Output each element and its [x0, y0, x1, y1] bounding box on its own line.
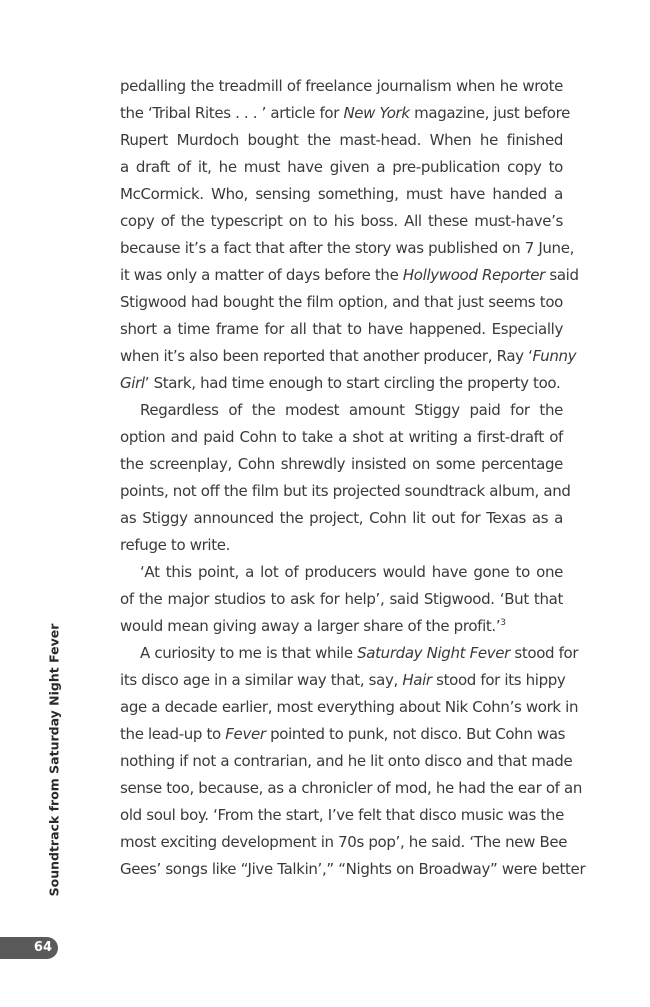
text-line	[120, 154, 563, 181]
text-line	[120, 721, 566, 748]
text-line	[120, 856, 586, 883]
text-segment: magazine, just before	[409, 104, 570, 122]
text-line	[120, 451, 563, 478]
text-line	[120, 370, 563, 397]
text-segment: the screenplay, Cohn shrewdly insisted on some percentage	[120, 455, 563, 473]
text-segment: Fever	[225, 725, 266, 743]
body-text	[120, 73, 586, 883]
text-line	[120, 802, 563, 829]
text-line	[120, 235, 575, 262]
text-segment: because it’s a fact that after the story was published on 7 June,	[120, 239, 575, 257]
text-segment: said	[544, 266, 579, 284]
text-segment: ’ Stark, had time enough to start circling the property too.	[144, 374, 561, 392]
text-segment: the lead-up to	[120, 725, 226, 743]
text-line	[120, 424, 563, 451]
text-segment: Rupert Murdoch bought the mast-head. When he finished	[120, 131, 563, 149]
text-segment: option and paid Cohn to take a shot at writing a first-draft of	[120, 428, 563, 446]
text-line	[120, 343, 577, 370]
text-segment: Gees’ songs like “Jive Talkin’,” “Nights on Broadway” were better	[120, 860, 586, 878]
text-line	[120, 586, 563, 613]
text-segment: of the major studios to ask for help’, said Stigwood. ‘But that	[120, 590, 563, 608]
text-segment: pointed to punk, not disco. But Cohn was	[265, 725, 566, 743]
running-title: Soundtrack from Saturday Night Fever	[46, 623, 62, 897]
text-line	[120, 748, 573, 775]
text-segment: Girl	[120, 374, 145, 392]
text-segment: most exciting development in 70s pop’, he said. ‘The new Bee	[120, 833, 568, 851]
text-line	[120, 316, 563, 343]
text-segment: would mean giving away a larger share of the profit.’	[120, 617, 501, 635]
text-segment: it was only a matter of days before the	[120, 266, 403, 284]
text-segment: Regardless of the modest amount Stiggy paid for the	[140, 401, 563, 419]
text-segment: sense too, because, as a chronicler of mod, he had the ear of an	[120, 779, 582, 797]
text-segment: copy of the typescript on to his boss. All these must-have’s	[120, 212, 563, 230]
text-line	[120, 181, 563, 208]
text-segment: short a time frame for all that to have happened. Especially	[120, 320, 563, 338]
text-segment: Saturday Night Fever	[357, 644, 510, 662]
text-line	[120, 532, 563, 559]
text-line	[120, 262, 579, 289]
text-line	[120, 397, 563, 424]
text-line	[120, 289, 563, 316]
text-line	[120, 829, 568, 856]
text-line	[120, 613, 563, 640]
text-segment: Hollywood Reporter	[402, 266, 545, 284]
text-segment: McCormick. Who, sensing something, must have handed a	[120, 185, 563, 203]
text-segment: when it’s also been reported that another producer, Ray ‘	[120, 347, 533, 365]
text-segment: Funny	[532, 347, 577, 365]
text-line	[120, 100, 570, 127]
text-segment: the ‘Tribal Rites . . . ’ article for	[120, 104, 344, 122]
text-segment: age a decade earlier, most everything about Nik Cohn’s work in	[120, 698, 579, 716]
text-line	[120, 73, 563, 100]
text-segment: its disco age in a similar way that, say,	[120, 671, 403, 689]
text-line	[120, 208, 563, 235]
page-number-tab	[0, 937, 58, 959]
text-segment: old soul boy. ‘From the start, I’ve felt that disco music was the	[120, 806, 564, 824]
text-line	[120, 694, 579, 721]
text-segment: ‘At this point, a lot of producers would have gone to one	[140, 563, 563, 581]
footnote-marker: 3	[500, 618, 506, 628]
page-number: 64	[33, 940, 52, 955]
text-line	[120, 559, 563, 586]
text-line	[120, 127, 563, 154]
text-segment: stood for	[509, 644, 579, 662]
text-line	[120, 505, 563, 532]
text-segment: A curiosity to me is that while	[140, 644, 358, 662]
text-segment: Hair	[402, 671, 432, 689]
text-line	[120, 640, 579, 667]
text-segment: stood for its hippy	[431, 671, 566, 689]
text-segment: pedalling the treadmill of freelance journalism when he wrote	[120, 77, 563, 95]
text-segment: as Stiggy announced the project, Cohn lit out for Texas as a	[120, 509, 563, 527]
text-line	[120, 478, 571, 505]
text-segment: nothing if not a contrarian, and he lit onto disco and that made	[120, 752, 573, 770]
text-segment: refuge to write.	[120, 536, 231, 554]
text-segment: a draft of it, he must have given a pre-publication copy to	[120, 158, 563, 176]
text-line	[120, 667, 566, 694]
text-segment: Stigwood had bought the film option, and that just seems too	[120, 293, 563, 311]
text-segment: points, not off the film but its projected soundtrack album, and	[120, 482, 571, 500]
text-segment: New York	[343, 104, 410, 122]
text-line	[120, 775, 582, 802]
